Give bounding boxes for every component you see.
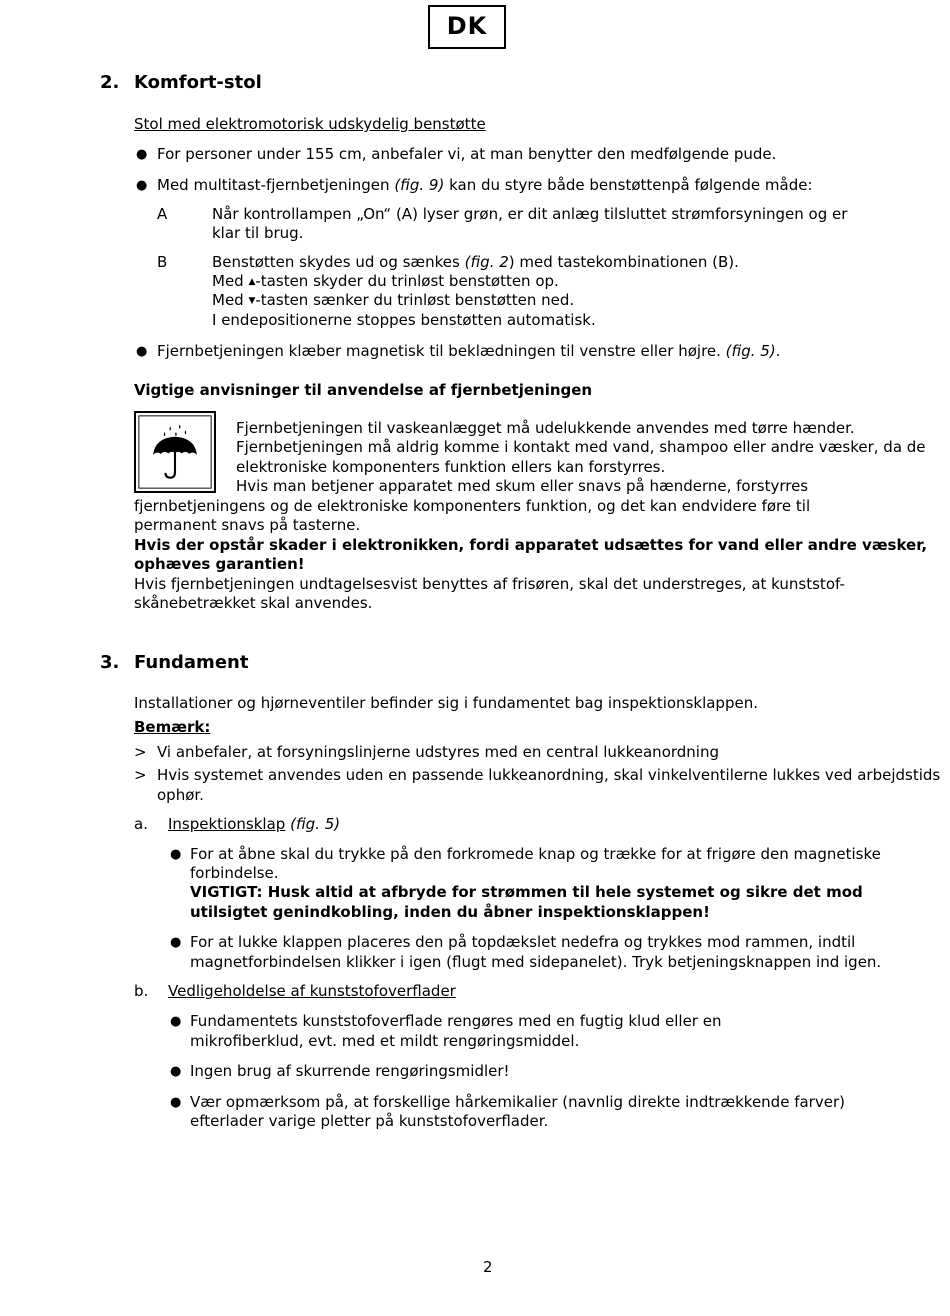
a-bullet-1-line-2: forbindelse. — [190, 864, 279, 882]
note-line-5: fjernbetjeningens og de elektroniske komponenters funktion, og det kan endvidere føre til — [134, 497, 811, 515]
note-line-3: elektroniske komponenters funktion ellers kan forstyrres. — [236, 458, 666, 476]
bullet-marker: ● — [136, 147, 148, 162]
section-3-intro: Installationer og hjørneventiler befinder sig i fundamentet bag inspektionsklappen. — [134, 694, 758, 712]
page-number: 2 — [483, 1258, 493, 1276]
umbrella-rain-graphic — [136, 413, 214, 491]
a-bullet-2-line-1: For at lukke klappen placeres den på topdækslet nedefra og trykkes mod rammen, indtil — [190, 933, 856, 951]
item-b-line-3: Med ▼-tasten sænker du trinløst benstøtten ned. — [212, 291, 575, 309]
remark-2-line-1: Hvis systemet anvendes uden en passende lukkeanordning, skal vinkelventilerne lukkes ved arbejdstids — [157, 766, 941, 784]
b-bullet-1-line-2: mikrofiberklud, evt. med et mildt rengøringsmiddel. — [190, 1032, 580, 1050]
notes-heading: Vigtige anvisninger til anvendelse af fjernbetjeningen — [134, 381, 593, 399]
cover-note-line-1: Hvis fjernbetjeningen undtagelsesvist benyttes af frisøren, skal det understreges, at kunststof- — [134, 575, 845, 593]
section-3-number: 3. — [100, 652, 120, 673]
section-3-title: Fundament — [134, 652, 249, 673]
note-line-1: Fjernbetjeningen til vaskeanlægget må udelukkende anvendes med tørre hænder. — [236, 419, 855, 437]
bullet-marker: ● — [170, 1095, 182, 1110]
remark-marker: > — [134, 743, 147, 761]
bullet-cushion: For personer under 155 cm, anbefaler vi, at man benytter den medfølgende pude. — [157, 145, 777, 163]
remark-label: Bemærk: — [134, 718, 211, 736]
item-b-line-2: Med ▲-tasten skyder du trinløst benstøtten op. — [212, 272, 559, 290]
sub-a-label: a. — [134, 815, 148, 833]
language-code: DK — [446, 12, 488, 41]
bullet-remote-control: Med multitast-fjernbetjeningen (fig. 9) kan du styre både benstøttenpå følgende måde: — [157, 176, 813, 194]
warranty-warning-line-1: Hvis der opstår skader i elektronikken, fordi apparatet udsættes for vand eller andre væsker, — [134, 536, 928, 554]
bullet-marker: ● — [136, 178, 148, 193]
note-line-6: permanent snavs på tasterne. — [134, 516, 361, 534]
note-line-2: Fjernbetjeningen må aldrig komme i kontakt med vand, shampoo eller andre væsker, da de — [236, 438, 926, 456]
umbrella-rain-icon — [134, 411, 216, 493]
note-line-4: Hvis man betjener apparatet med skum eller snavs på hænderne, forstyrres — [236, 477, 809, 495]
remark-marker: > — [134, 766, 147, 784]
important-warning-line-1: VIGTIGT: Husk altid at afbryde for strømmen til hele systemet og sikre det mod — [190, 883, 863, 901]
figure-reference: (fig. 2 — [464, 253, 509, 271]
arrow-down-icon: ▼ — [248, 296, 256, 306]
figure-reference: (fig. 9) — [394, 176, 445, 194]
bullet-marker: ● — [170, 1014, 182, 1029]
item-a-label: A — [157, 205, 168, 223]
remark-2-line-2: ophør. — [157, 786, 204, 804]
language-code-box — [428, 5, 506, 49]
bullet-magnetic: Fjernbetjeningen klæber magnetisk til beklædningen til venstre eller højre. (fig. 5). — [157, 342, 781, 360]
figure-reference: (fig. 5) — [290, 815, 341, 833]
b-bullet-1-line-1: Fundamentets kunststofoverflade rengøres med en fugtig klud eller en — [190, 1012, 722, 1030]
bullet-marker: ● — [170, 1064, 182, 1079]
b-bullet-2: Ingen brug af skurrende rengøringsmidler! — [190, 1062, 510, 1080]
a-bullet-2-line-2: magnetforbindelsen klikker i igen (flugt med sidepanelet). Tryk betjeningsknappen ind igen. — [190, 953, 882, 971]
sub-a-heading — [168, 815, 340, 835]
important-warning-line-2: utilsigtet genindkobling, inden du åbner inspektionsklappen! — [190, 903, 710, 921]
arrow-up-icon: ▲ — [248, 277, 256, 287]
b-bullet-3-line-1: Vær opmærksom på, at forskellige hårkemikalier (navnlig direkte indtrækkende farver) — [190, 1093, 845, 1111]
a-bullet-1-line-1: For at åbne skal du trykke på den forkromede knap og trække for at frigøre den magnetiske — [190, 845, 881, 863]
bullet-marker: ● — [170, 847, 182, 862]
bullet-marker: ● — [136, 344, 148, 359]
bullet-marker: ● — [170, 935, 182, 950]
sub-b-label: b. — [134, 982, 149, 1000]
item-b-line-4: I endepositionerne stoppes benstøtten automatisk. — [212, 311, 596, 329]
warranty-warning-line-2: ophæves garantien! — [134, 555, 305, 573]
cover-note-line-2: skånebetrækket skal anvendes. — [134, 594, 373, 612]
remark-1: Vi anbefaler, at forsyningslinjerne udstyres med en central lukkeanordning — [157, 743, 719, 761]
item-b-label: B — [157, 253, 168, 271]
sub-a-title: Inspektionsklap — [168, 815, 286, 833]
b-bullet-3-line-2: efterlader varige pletter på kunststofoverflader. — [190, 1112, 549, 1130]
sub-b-title: Vedligeholdelse af kunststofoverflader — [168, 982, 456, 1000]
item-a-line-1: Når kontrollampen „On“ (A) lyser grøn, er dit anlæg tilsluttet strømforsyningen og er — [212, 205, 848, 223]
section-2-number: 2. — [100, 72, 120, 93]
item-b-line-1: Benstøtten skydes ud og sænkes (fig. 2) med tastekombinationen (B). — [212, 253, 739, 271]
item-a-line-2: klar til brug. — [212, 224, 304, 242]
section-2-title: Komfort-stol — [134, 72, 262, 93]
figure-reference: (fig. 5) — [725, 342, 776, 360]
section-2-subtitle: Stol med elektromotorisk udskydelig benstøtte — [134, 115, 486, 133]
